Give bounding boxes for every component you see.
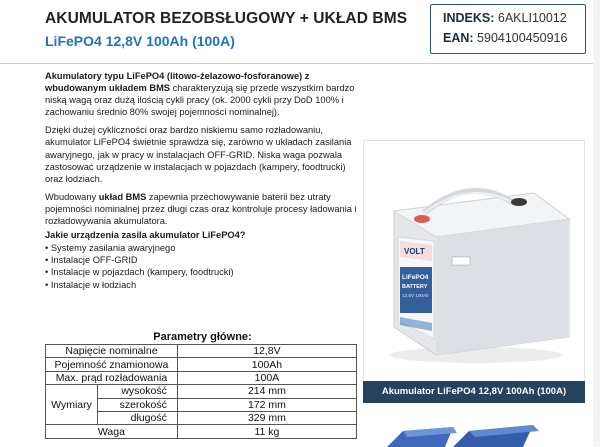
list-item: • Systemy zasilania awaryjnego — [45, 242, 360, 254]
battery-label-line3: 12,8V 100Ah — [402, 293, 429, 298]
param-label: szerokość — [97, 398, 177, 411]
param-group-label: Wymiary — [46, 385, 98, 425]
param-label: Napięcie nominalne — [46, 345, 178, 358]
param-label: Pojemność znamionowa — [46, 358, 178, 371]
page-scrollbar[interactable] — [593, 0, 600, 446]
index-row — [443, 8, 585, 28]
description-paragraph-1 — [45, 70, 360, 118]
param-label: długość — [97, 411, 177, 424]
secondary-product-thumbnail[interactable] — [383, 421, 543, 447]
description-p1-bold: Akumulatory typu LiFePO4 (litowo-żelazowo-fosforanowe) z wbudowanym układem BMS — [45, 71, 310, 94]
battery-label-line1: LiFePO4 — [402, 274, 429, 281]
param-value: 100Ah — [177, 358, 356, 371]
table-row — [46, 345, 357, 358]
page-subtitle: LiFePO4 12,8V 100Ah (100A) — [45, 33, 235, 49]
description-paragraph-3 — [45, 191, 360, 227]
product-description — [45, 70, 360, 291]
product-caption: Akumulator LiFePO4 12,8V 100Ah (100A) — [363, 381, 585, 403]
description-p3-bold: układ BMS — [98, 191, 147, 202]
ean-row — [443, 28, 585, 48]
description-p1-text: charakteryzują się przede wszystkim bardzo niską wagą oraz dużą ilością cykli pracy (ok. 2000 cykli przy DoD 100% i zachowaniu średnio 80% swojej pojemności nominalnej). — [45, 83, 355, 118]
index-label: INDEKS: — [443, 11, 495, 25]
table-row — [46, 371, 357, 384]
index-value: 6AKLI10012 — [497, 11, 567, 25]
list-item: • Instalacje w łodziach — [45, 279, 360, 291]
battery-label-line2: BATTERY — [402, 284, 428, 290]
ean-value: 5904100450916 — [477, 31, 568, 45]
param-value: 172 mm — [177, 398, 356, 411]
battery-image — [364, 141, 584, 377]
param-label: Max. prąd rozładowania — [46, 371, 178, 384]
page-title: AKUMULATOR BEZOBSŁUGOWY + UKŁAD BMS — [45, 10, 408, 27]
battery-brand-text: VOLT — [404, 247, 425, 256]
param-value: 329 mm — [177, 411, 356, 424]
param-value: 100A — [177, 371, 356, 384]
description-p3-pre: Wbudowany — [45, 191, 99, 202]
uses-question: Jakie urządzenia zasila akumulator LiFePO4? — [45, 230, 246, 241]
params-title: Parametry główne: — [153, 331, 252, 343]
list-item: • Instalacje OFF-GRID — [45, 254, 360, 266]
description-p3-text: zapewnia przechowywanie baterii bez utraty pojemności nominalnej przez długi czas oraz kontroluje procesy ładowania i rozładowywania akumulatora. — [45, 191, 357, 227]
product-image-card[interactable] — [363, 140, 585, 402]
table-row — [46, 358, 357, 371]
param-value: 11 kg — [177, 425, 356, 438]
param-label: wysokość — [97, 385, 177, 398]
uses-list — [45, 242, 360, 290]
param-value: 214 mm — [177, 385, 356, 398]
list-item: • Instalacje w pojazdach (kampery, foodtrucki) — [45, 266, 360, 278]
header-divider — [0, 63, 600, 64]
identifiers-box — [430, 4, 586, 54]
param-label: Waga — [46, 425, 178, 438]
table-row — [46, 425, 357, 438]
table-row — [46, 385, 357, 398]
description-paragraph-2: Dzięki dużej cykliczności oraz bardzo niskiemu samo rozładowaniu, akumulator LiFePO4 świetnie sprawdza się, zarówno w układach zasilania awaryjnego, jak w pracy w instalacjach OFF-GRID. Niska waga pozwala zastosować urządzenie w instalacjach w pojazdach (kampery, foodtrucki) oraz łodziach. — [45, 125, 352, 184]
ean-label: EAN: — [443, 31, 474, 45]
params-table — [45, 344, 357, 439]
param-value: 12,8V — [177, 345, 356, 358]
